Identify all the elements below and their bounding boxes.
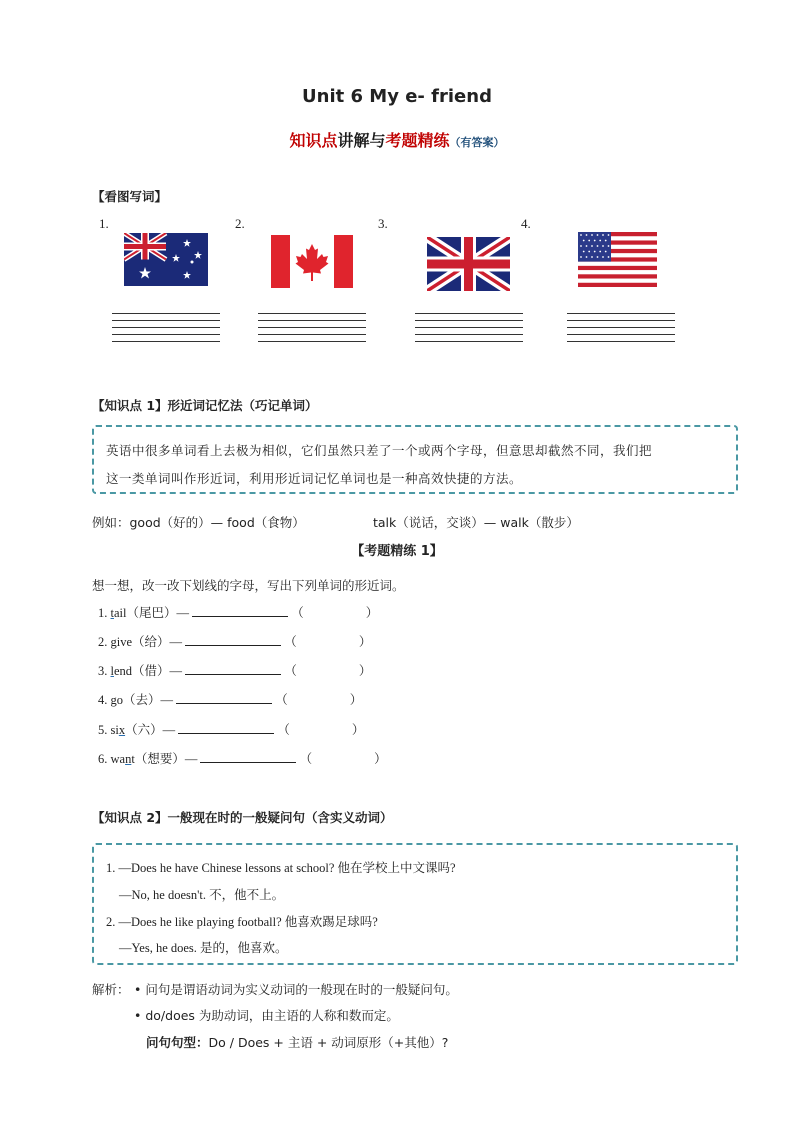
uk-flag-icon <box>427 237 510 291</box>
section-look-write: 【看图写词】 <box>92 189 168 204</box>
knowledge1-heading: 【知识点 1】形近词记忆法（巧记单词） <box>92 398 318 413</box>
underlined-letter: l <box>110 664 114 678</box>
flag-number-4: 4. <box>521 216 531 231</box>
flag-number-1: 1. <box>99 216 109 231</box>
page-title: Unit 6 My e- friend <box>302 86 492 107</box>
question-pattern <box>146 1033 448 1051</box>
knowledge1-text-line2: 这一类单词叫作形近词，利用形近词记忆单词也是一种高效快捷的方法。 <box>106 471 523 486</box>
dialogue-2-question: 2. —Does he like playing football? 他喜欢踢足球吗? <box>106 915 378 929</box>
analysis-label: 解析： <box>92 982 130 997</box>
usa-flag-icon <box>578 232 657 287</box>
answer-blank-5[interactable] <box>178 721 274 734</box>
question-3: 3. lend（借）— （ ） <box>98 664 372 678</box>
flag-number-3: 3. <box>378 216 388 231</box>
canada-flag-icon <box>271 235 353 288</box>
answer-lines-4[interactable] <box>567 313 675 348</box>
pattern-label: 问句句型： <box>146 1035 209 1050</box>
dialogue-1-answer: —No, he doesn't. 不，他不上。 <box>119 888 285 902</box>
answer-lines-3[interactable] <box>415 313 523 348</box>
subtitle-part3: 考题精练 <box>385 131 450 150</box>
dialogue-1-question: 1. —Does he have Chinese lessons at school? 他在学校上中文课吗? <box>106 861 456 875</box>
example-a: 例如：good（好的）— food（食物） <box>92 515 305 530</box>
flag-number-2: 2. <box>235 216 245 231</box>
pattern-formula: Do / Does + 主语 + 动词原形（+其他）? <box>208 1035 449 1050</box>
knowledge1-text-line1: 英语中很多单词看上去极为相似，它们虽然只差了一个或两个字母，但意思却截然不同，我们把 <box>106 443 653 458</box>
answer-blank-3[interactable] <box>185 662 281 675</box>
question-4: 4. go（去）— （ ） <box>98 693 363 707</box>
answer-blank-6[interactable] <box>200 750 296 763</box>
underlined-letter: n <box>125 752 132 766</box>
practice1-heading: 【考题精练 1】 <box>351 544 443 559</box>
dialogue-2-answer: —Yes, he does. 是的，他喜欢。 <box>119 941 288 955</box>
question-6: 6. want（想要）— （ ） <box>98 752 387 766</box>
underlined-letter: g <box>110 693 117 707</box>
subtitle-part1: 知识点 <box>289 131 338 150</box>
practice1-instruction: 想一想，改一改下划线的字母，写出下列单词的形近词。 <box>92 578 405 593</box>
answer-blank-4[interactable] <box>176 691 272 704</box>
analysis-point-1: • 问句是谓语动词为实义动词的一般现在时的一般疑问句。 <box>134 982 458 997</box>
question-2: 2. give（给）— （ ） <box>98 635 372 649</box>
analysis-point-2: • do/does 为助动词，由主语的人称和数而定。 <box>134 1008 399 1023</box>
answer-blank-1[interactable] <box>192 604 288 617</box>
example-b: talk（说话，交谈）— walk（散步） <box>373 515 579 530</box>
question-1: 1. tail（尾巴）— （ ） <box>98 606 379 620</box>
answer-blank-2[interactable] <box>185 633 281 646</box>
question-5: 5. six（六）— （ ） <box>98 723 365 737</box>
answer-lines-1[interactable] <box>112 313 220 348</box>
subtitle-part2: 讲解与 <box>337 131 386 150</box>
australia-flag-icon <box>124 233 208 286</box>
underlined-letter: x <box>118 723 126 737</box>
underlined-letter: g <box>110 635 117 649</box>
page-subtitle <box>0 128 794 151</box>
knowledge2-heading: 【知识点 2】一般现在时的一般疑问句（含实义动词） <box>92 810 393 825</box>
answer-lines-2[interactable] <box>258 313 366 348</box>
underlined-letter: t <box>110 606 114 620</box>
subtitle-note: （有答案） <box>449 136 505 149</box>
